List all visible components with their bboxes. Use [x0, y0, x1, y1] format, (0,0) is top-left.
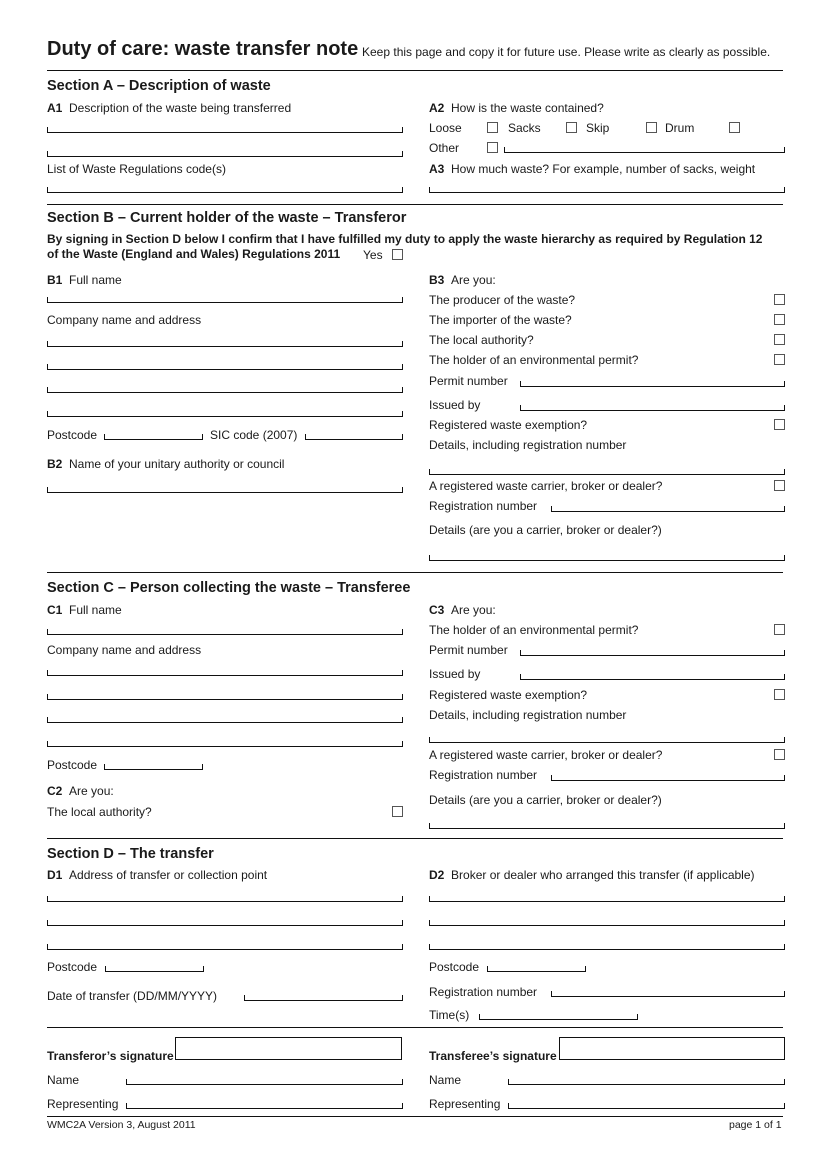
c-registration-number-label: Registration number [429, 768, 538, 782]
b-company-label: Company name and address [47, 313, 202, 327]
b1-name-field[interactable] [47, 297, 403, 303]
c-company-field-4[interactable] [47, 741, 403, 747]
b-producer-checkbox[interactable] [774, 294, 785, 305]
container-other-field[interactable] [504, 147, 785, 153]
d1-postcode-label: Postcode [47, 960, 98, 974]
b-issued-by-label: Issued by [429, 398, 481, 412]
b-postcode-field[interactable] [104, 434, 203, 440]
c-postcode-field[interactable] [104, 764, 203, 770]
container-loose-checkbox[interactable] [487, 122, 498, 133]
b-exemption-label: Registered waste exemption? [429, 418, 588, 432]
section-c-heading: Section C – Person collecting the waste – Transferee [47, 580, 411, 596]
d1-address-field-1[interactable] [47, 896, 403, 902]
b-carrier-details-label: Details (are you a carrier, broker or dealer?) [429, 523, 662, 537]
transferee-name-label: Name [429, 1073, 462, 1087]
transferor-name-label: Name [47, 1073, 80, 1087]
declaration-line2: of the Waste (England and Wales) Regulations 2011 [47, 247, 341, 261]
b-postcode-label: Postcode [47, 428, 98, 442]
d2-field-2[interactable] [429, 920, 785, 926]
transferee-representing-label: Representing [429, 1097, 501, 1111]
d1-postcode-field[interactable] [105, 966, 204, 972]
c-local-authority-checkbox[interactable] [392, 806, 403, 817]
footer-version: WMC2A Version 3, August 2011 [47, 1119, 196, 1131]
c-permit-number-field[interactable] [520, 650, 785, 656]
b-permit-number-label: Permit number [429, 374, 508, 388]
declaration-line1: By signing in Section D below I confirm that I have fulfilled my duty to apply the waste hierarchy as required by Regulation 12 [47, 232, 763, 246]
d2-postcode-label: Postcode [429, 960, 480, 974]
c-carrier-details-label: Details (are you a carrier, broker or dealer?) [429, 793, 662, 807]
b2-label: B2 Name of your unitary authority or council [47, 457, 285, 471]
transferor-signature-label: Transferor’s signature [47, 1049, 174, 1063]
c-registration-number-field[interactable] [551, 775, 785, 781]
b-exemption-details-label: Details, including registration number [429, 438, 627, 452]
b3-label: B3 Are you: [429, 273, 496, 287]
declaration-yes-label: Yes [363, 248, 383, 262]
d1-address-field-3[interactable] [47, 944, 403, 950]
a1-label: A1 Description of the waste being transferred [47, 101, 292, 115]
b-env-permit-label: The holder of an environmental permit? [429, 353, 639, 367]
c-company-label: Company name and address [47, 643, 202, 657]
container-drum-label: Drum [665, 121, 695, 135]
b-carrier-checkbox[interactable] [774, 480, 785, 491]
transferee-name-field[interactable] [508, 1079, 785, 1085]
b2-field[interactable] [47, 487, 403, 493]
b-exemption-details-field[interactable] [429, 469, 785, 475]
times-field[interactable] [479, 1014, 638, 1020]
c-company-field-1[interactable] [47, 670, 403, 676]
b-company-field-4[interactable] [47, 411, 403, 417]
container-sacks-label: Sacks [508, 121, 541, 135]
section-a-heading: Section A – Description of waste [47, 78, 271, 94]
c-env-permit-checkbox[interactable] [774, 624, 785, 635]
page-subtitle: Keep this page and copy it for future use. Please write as clearly as possible. [362, 45, 771, 59]
c3-label: C3 Are you: [429, 603, 496, 617]
container-other-label: Other [429, 141, 460, 155]
b-sic-label: SIC code (2007) [210, 428, 298, 442]
footer-page-number: page 1 of 1 [729, 1119, 782, 1131]
b-env-permit-checkbox[interactable] [774, 354, 785, 365]
list-codes-label: List of Waste Regulations code(s) [47, 162, 226, 176]
b-carrier-details-field[interactable] [429, 555, 785, 561]
b-company-field-2[interactable] [47, 364, 403, 370]
b-producer-label: The producer of the waste? [429, 293, 576, 307]
b-importer-label: The importer of the waste? [429, 313, 572, 327]
c-exemption-details-field[interactable] [429, 737, 785, 743]
c1-label: C1 Full name [47, 603, 122, 617]
transferee-representing-field[interactable] [508, 1103, 785, 1109]
b-local-authority-checkbox[interactable] [774, 334, 785, 345]
c-carrier-checkbox[interactable] [774, 749, 785, 760]
transferor-name-field[interactable] [126, 1079, 403, 1085]
a1-field-2[interactable] [47, 151, 403, 157]
b-importer-checkbox[interactable] [774, 314, 785, 325]
section-c-rule [47, 838, 783, 839]
c1-name-field[interactable] [47, 629, 403, 635]
c-carrier-label: A registered waste carrier, broker or dealer? [429, 748, 663, 762]
times-label: Time(s) [429, 1008, 470, 1022]
c-company-field-3[interactable] [47, 717, 403, 723]
c-company-field-2[interactable] [47, 694, 403, 700]
b-registration-number-label: Registration number [429, 499, 538, 513]
d1-address-field-2[interactable] [47, 920, 403, 926]
b-exemption-checkbox[interactable] [774, 419, 785, 430]
header-rule [47, 70, 783, 71]
d2-registration-number-field[interactable] [551, 991, 785, 997]
footer-rule [47, 1116, 783, 1117]
container-loose-label: Loose [429, 121, 462, 135]
container-skip-checkbox[interactable] [646, 122, 657, 133]
date-of-transfer-field[interactable] [244, 995, 403, 1001]
c2-label: C2 Are you: [47, 784, 114, 798]
section-d-heading: Section D – The transfer [47, 846, 214, 862]
container-drum-checkbox[interactable] [729, 122, 740, 133]
b-sic-field[interactable] [305, 434, 403, 440]
list-codes-field[interactable] [47, 187, 403, 193]
b-company-field-1[interactable] [47, 341, 403, 347]
c-exemption-details-label: Details, including registration number [429, 708, 627, 722]
date-of-transfer-label: Date of transfer (DD/MM/YYYY) [47, 989, 218, 1003]
c-exemption-checkbox[interactable] [774, 689, 785, 700]
a2-label: A2 How is the waste contained? [429, 101, 604, 115]
c-exemption-label: Registered waste exemption? [429, 688, 588, 702]
d2-field-3[interactable] [429, 944, 785, 950]
section-b-rule [47, 572, 783, 573]
b-registration-number-field[interactable] [551, 506, 785, 512]
transferee-signature-box[interactable] [559, 1037, 785, 1060]
b-carrier-label: A registered waste carrier, broker or dealer? [429, 479, 663, 493]
b1-label: B1 Full name [47, 273, 122, 287]
c-local-authority-label: The local authority? [47, 805, 152, 819]
container-sacks-checkbox[interactable] [566, 122, 577, 133]
section-b-heading: Section B – Current holder of the waste – Transferor [47, 210, 407, 226]
c-env-permit-label: The holder of an environmental permit? [429, 623, 639, 637]
container-other-checkbox[interactable] [487, 142, 498, 153]
a3-label: A3 How much waste? For example, number of sacks, weight [429, 162, 756, 176]
b-local-authority-label: The local authority? [429, 333, 534, 347]
container-skip-label: Skip [586, 121, 610, 135]
transferor-representing-label: Representing [47, 1097, 119, 1111]
section-d-rule [47, 1027, 783, 1028]
b-permit-number-field[interactable] [520, 381, 785, 387]
d2-postcode-field[interactable] [487, 966, 586, 972]
c-issued-by-field[interactable] [520, 674, 785, 680]
section-a-rule [47, 204, 783, 205]
c-carrier-details-field[interactable] [429, 823, 785, 829]
d2-label: D2 Broker or dealer who arranged this transfer (if applicable) [429, 868, 755, 882]
c-permit-number-label: Permit number [429, 643, 508, 657]
d2-registration-number-label: Registration number [429, 985, 538, 999]
transferor-representing-field[interactable] [126, 1103, 403, 1109]
d1-label: D1 Address of transfer or collection point [47, 868, 268, 882]
d2-field-1[interactable] [429, 896, 785, 902]
page-title: Duty of care: waste transfer note [47, 38, 359, 60]
declaration-yes-checkbox[interactable] [392, 249, 403, 260]
a1-field-1[interactable] [47, 127, 403, 133]
b-company-field-3[interactable] [47, 387, 403, 393]
b-issued-by-field[interactable] [520, 405, 785, 411]
transferor-signature-box[interactable] [175, 1037, 402, 1060]
a3-field[interactable] [429, 187, 785, 193]
c-issued-by-label: Issued by [429, 667, 481, 681]
c-postcode-label: Postcode [47, 758, 98, 772]
transferee-signature-label: Transferee’s signature [429, 1049, 557, 1063]
